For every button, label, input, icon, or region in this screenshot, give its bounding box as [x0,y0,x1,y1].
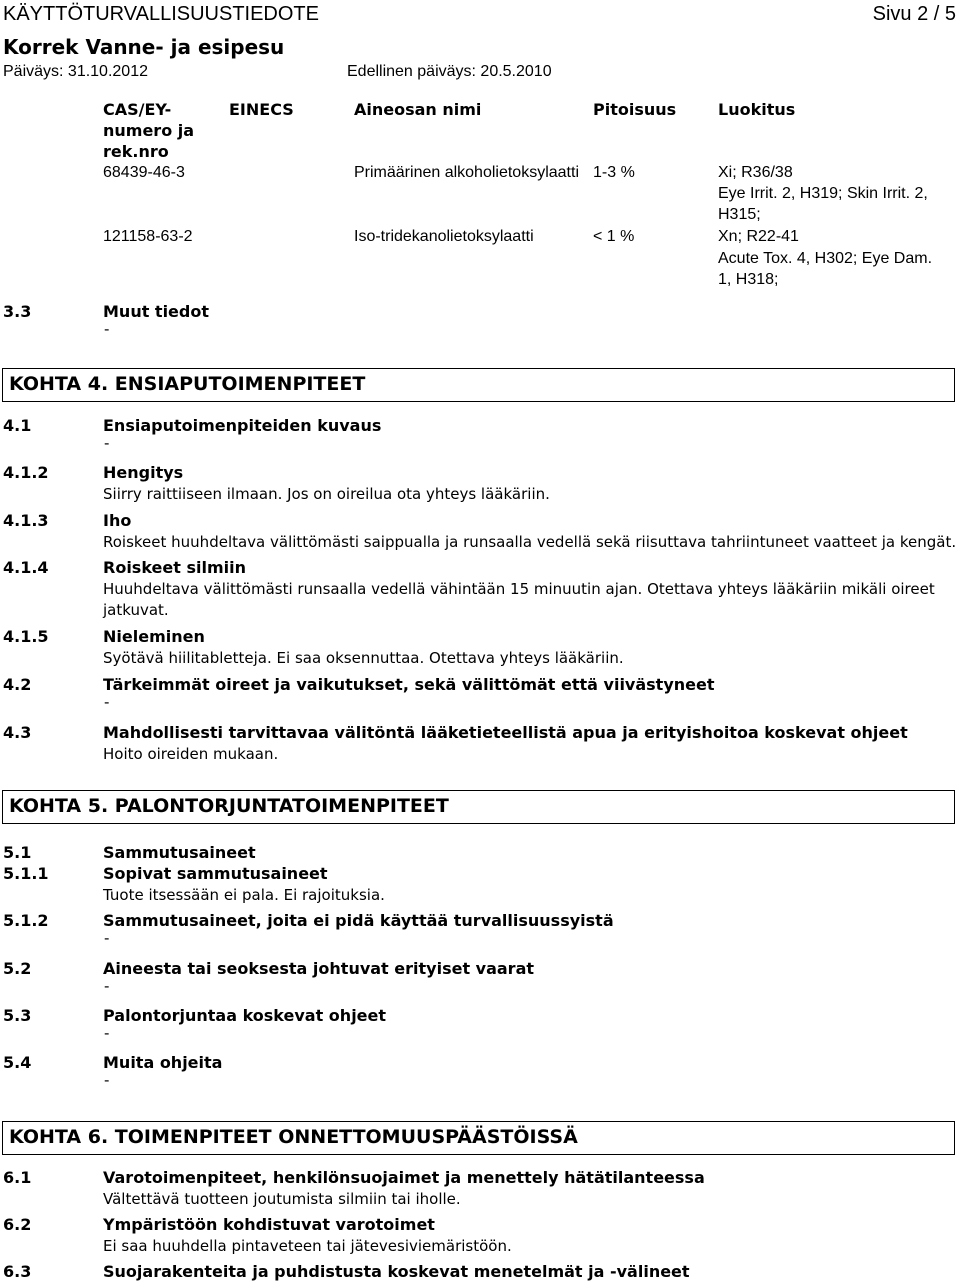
subsection-text: - [104,929,110,947]
subsection-number: 5.3 [3,1006,32,1025]
subsection-text: - [104,434,110,452]
subsection-number: 6.2 [3,1215,32,1234]
cell-classification-line2: Eye Irrit. 2, H319; Skin Irrit. 2, [718,185,928,202]
section-heading-text: KOHTA 4. ENSIAPUTOIMENPITEET [9,373,366,395]
subsection-text: Huuhdeltava välittömästi runsaalla vedellä vähintään 15 minuutin ajan. Otettava yhteys lääkäriin mikäli oireet [103,580,935,598]
issue-date: Päiväys: 31.10.2012 [3,63,148,80]
previous-date: Edellinen päiväys: 20.5.2010 [347,63,552,80]
subsection-title: Mahdollisesti tarvittavaa välitöntä lääketieteellistä apua ja erityishoitoa koskevat ohjeet [103,723,908,742]
subsection-title: Sopivat sammutusaineet [103,864,328,883]
subsection-number: 4.1.3 [3,511,49,530]
subsection-number: 5.1 [3,843,32,862]
subsection-text: - [104,977,110,995]
subsection-number: 4.1 [3,416,32,435]
cell-classification-line3: 1, H318; [718,271,779,288]
page-number: Sivu 2 / 5 [872,3,956,25]
subsection-number: 4.1.5 [3,627,49,646]
subsection-text: Hoito oireiden mukaan. [103,745,279,763]
subsection-title: Palontorjuntaa koskevat ohjeet [103,1006,387,1025]
subsection-title: Roiskeet silmiin [103,558,246,577]
section-heading-4 [2,368,955,402]
subsection-text: - [104,320,110,338]
col-header-cas-line2: numero ja [103,121,195,140]
subsection-title: Hengitys [103,463,184,482]
subsection-title: Muut tiedot [103,302,209,321]
subsection-text: Ei saa huuhdella pintaveteen tai jätevesiviemäristöön. [103,1237,512,1255]
cell-classification: Xn; R22-41 [718,228,799,245]
subsection-number: 6.3 [3,1262,32,1281]
col-header-name: Aineosan nimi [354,100,482,119]
subsection-number: 5.1.2 [3,911,49,930]
subsection-text: Roiskeet huuhdeltava välittömästi saippualla ja runsaalla vedellä sekä riisuttava tahriintuneet vaatteet ja kengät. [103,533,957,551]
subsection-title: Aineesta tai seoksesta johtuvat erityiset vaarat [103,959,535,978]
subsection-title: Varotoimenpiteet, henkilönsuojaimet ja menettely hätätilanteessa [103,1168,705,1187]
cell-name: Iso-tridekanolietoksylaatti [354,228,534,245]
subsection-number: 5.1.1 [3,864,49,883]
document-title: KÄYTTÖTURVALLISUUSTIEDOTE [3,3,319,25]
cell-classification: Xi; R36/38 [718,164,793,181]
section-heading-6 [2,1121,955,1155]
subsection-text-line2: jatkuvat. [103,601,169,619]
subsection-title: Ympäristöön kohdistuvat varotoimet [103,1215,435,1234]
subsection-number: 6.1 [3,1168,32,1187]
cell-classification-line2: Acute Tox. 4, H302; Eye Dam. [718,250,933,267]
section-heading-text: KOHTA 5. PALONTORJUNTATOIMENPITEET [9,795,449,817]
col-header-cas-line3: rek.nro [103,142,169,161]
subsection-text: Syötävä hiilitabletteja. Ei saa oksennuttaa. Otettava yhteys lääkäriin. [103,649,624,667]
subsection-number: 5.2 [3,959,32,978]
subsection-text: Siirry raittiiseen ilmaan. Jos on oireilua ota yhteys lääkäriin. [103,485,550,503]
subsection-text: Tuote itsessään ei pala. Ei rajoituksia. [103,886,385,904]
cell-name: Primäärinen alkoholietoksylaatti [354,164,579,181]
subsection-number: 5.4 [3,1053,32,1072]
section-heading-text: KOHTA 6. TOIMENPITEET ONNETTOMUUSPÄÄSTÖISSÄ [9,1126,578,1148]
subsection-title: Suojarakenteita ja puhdistusta koskevat menetelmät ja -välineet [103,1262,690,1281]
subsection-text: - [104,693,110,711]
subsection-number: 4.2 [3,675,32,694]
subsection-title: Sammutusaineet [103,843,256,862]
col-header-cas: CAS/EY- [103,100,172,119]
section-heading-5 [2,790,955,824]
subsection-number: 3.3 [3,302,32,321]
col-header-einecs: EINECS [229,100,294,119]
subsection-number: 4.3 [3,723,32,742]
subsection-title: Ensiaputoimenpiteiden kuvaus [103,416,382,435]
cell-cas: 68439-46-3 [103,164,185,181]
subsection-title: Iho [103,511,132,530]
subsection-title: Tärkeimmät oireet ja vaikutukset, sekä välittömät että viivästyneet [103,675,715,694]
subsection-text: - [104,1071,110,1089]
col-header-concentration: Pitoisuus [593,100,677,119]
cell-concentration: < 1 % [593,228,635,245]
product-name: Korrek Vanne- ja esipesu [3,35,285,59]
cell-classification-line3: H315; [718,206,761,223]
subsection-title: Muita ohjeita [103,1053,223,1072]
subsection-title: Nieleminen [103,627,205,646]
col-header-classification: Luokitus [718,100,796,119]
cell-concentration: 1-3 % [593,164,635,181]
subsection-title: Sammutusaineet, joita ei pidä käyttää turvallisuussyistä [103,911,614,930]
subsection-text: Vältettävä tuotteen joutumista silmiin tai iholle. [103,1190,461,1208]
cell-cas: 121158-63-2 [103,228,193,245]
subsection-number: 4.1.4 [3,558,49,577]
subsection-number: 4.1.2 [3,463,49,482]
subsection-text: - [104,1024,110,1042]
